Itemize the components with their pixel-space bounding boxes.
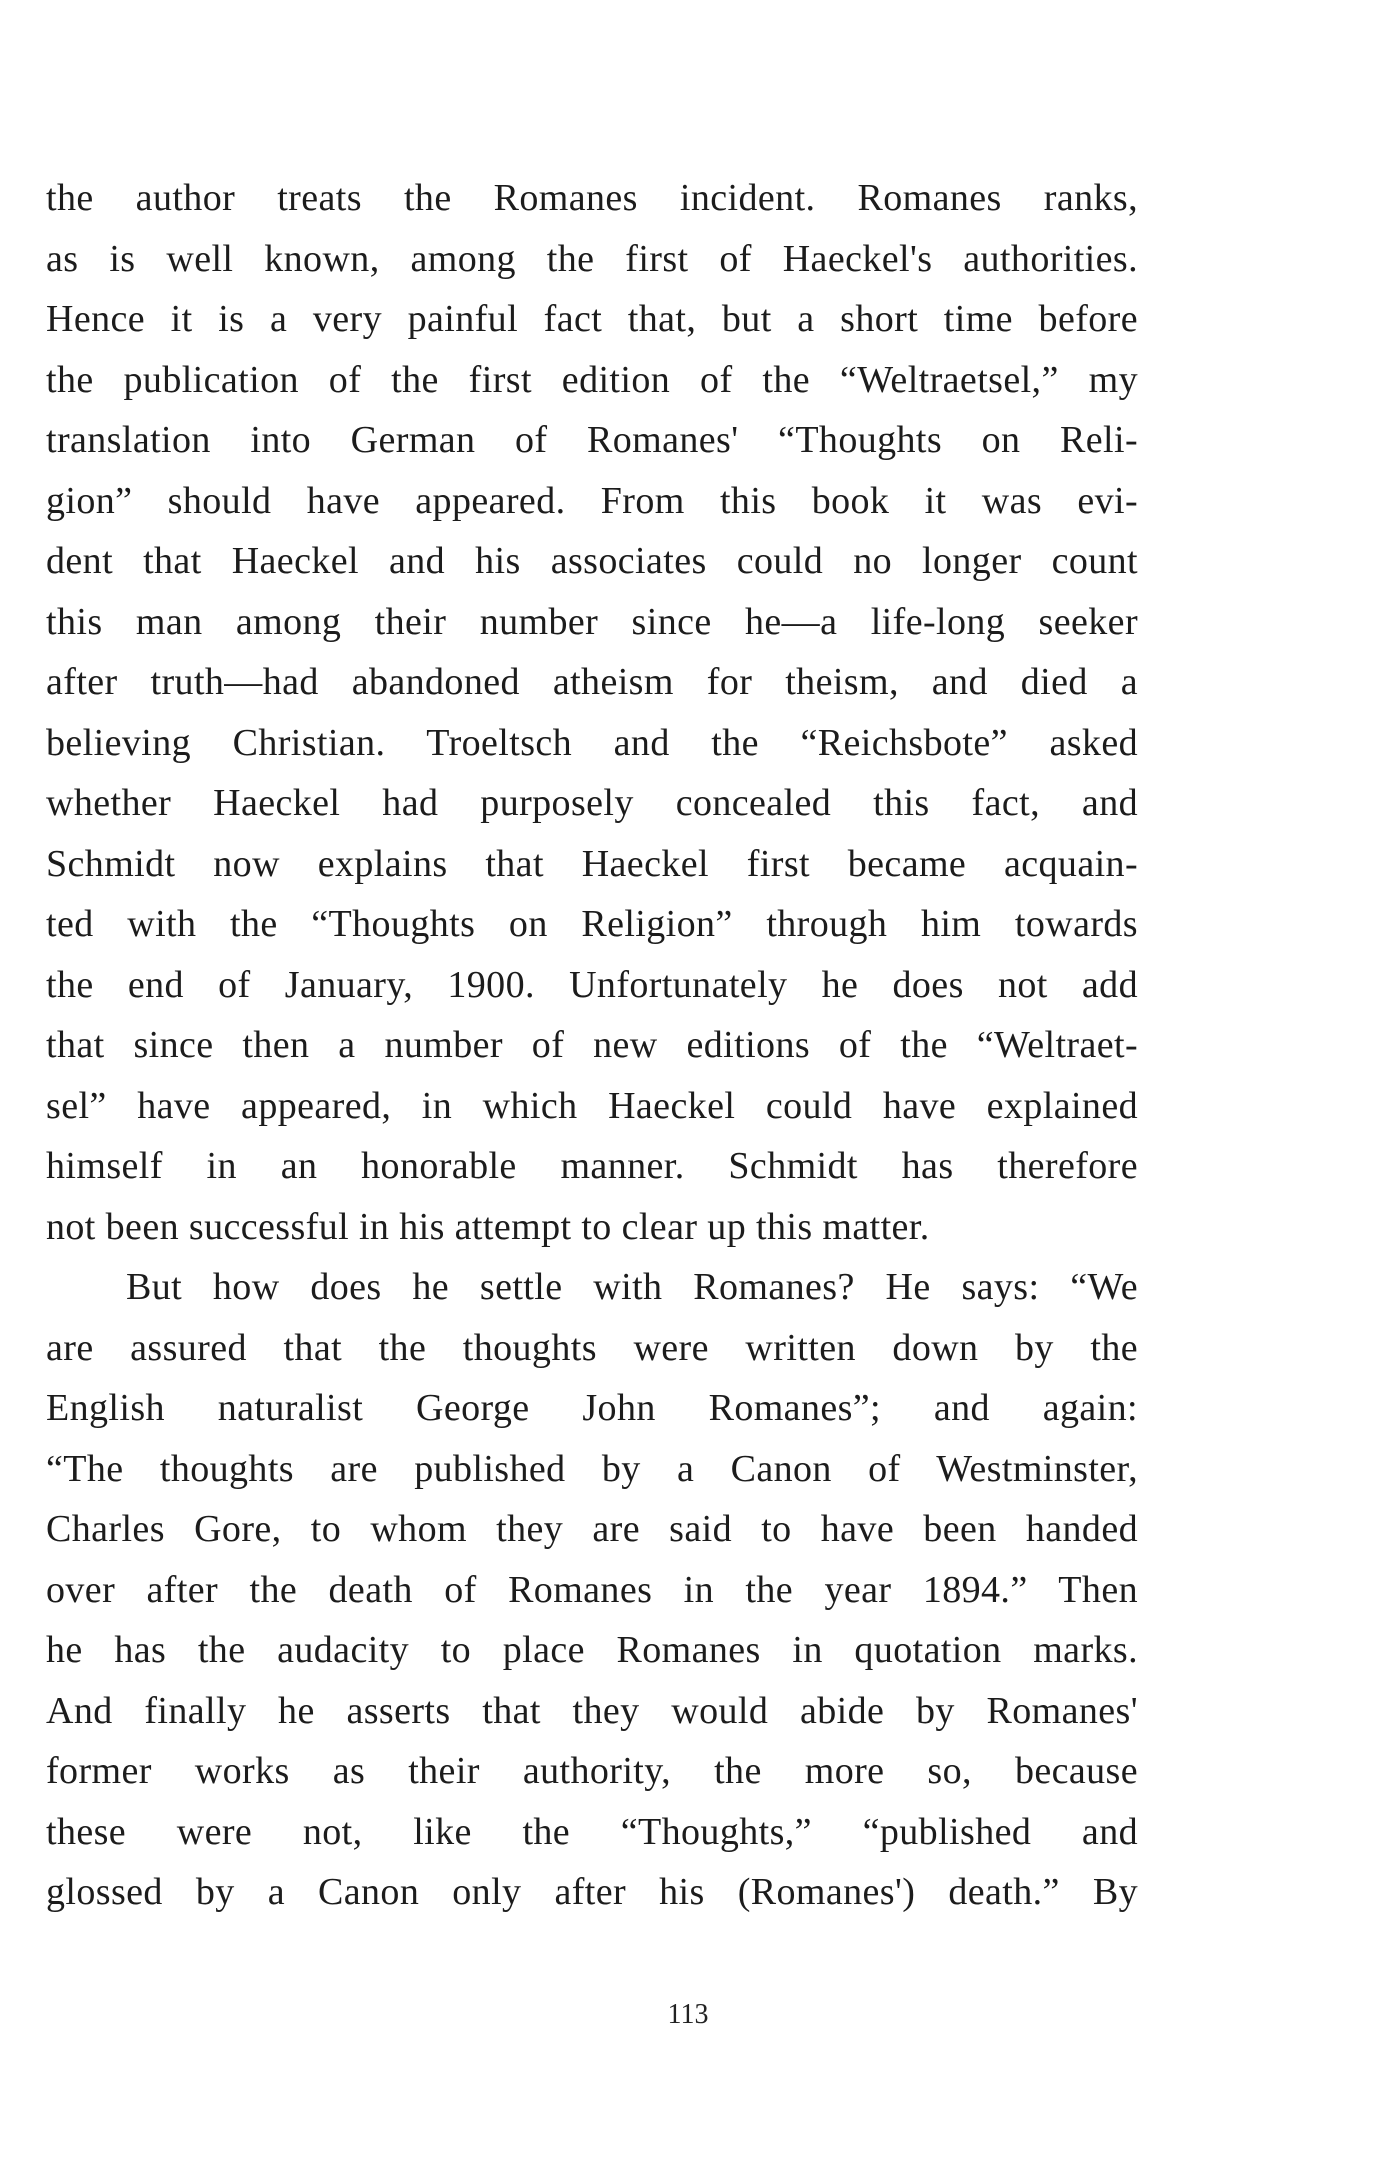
- page-number: 113: [667, 1999, 709, 2030]
- text-line: this man among their number since he—a life-long seeker: [46, 600, 1138, 643]
- text-line: Hence it is a very painful fact that, but a short time before: [46, 298, 1138, 340]
- text-line: are assured that the thoughts were written down by the: [46, 1326, 1138, 1369]
- text-line: former works as their authority, the more so, because: [46, 1750, 1138, 1792]
- text-line: English naturalist George John Romanes”; and again:: [46, 1387, 1138, 1429]
- text-line: gion” should have appeared. From this book it was evi-: [46, 479, 1138, 522]
- text-line: translation into German of Romanes' “Thoughts on Reli-: [46, 419, 1138, 461]
- text-line: Schmidt now explains that Haeckel first became acquain-: [46, 842, 1138, 885]
- text-line-paragraph-start: But how does he settle with Romanes? He says: “We: [126, 1266, 1138, 1308]
- text-line: dent that Haeckel and his associates could no longer count: [46, 540, 1138, 582]
- text-line: the publication of the first edition of the “Weltraetsel,” my: [46, 358, 1138, 401]
- text-line: he has the audacity to place Romanes in quotation marks.: [46, 1629, 1138, 1671]
- text-line: the author treats the Romanes incident. Romanes ranks,: [46, 177, 1138, 219]
- text-line: whether Haeckel had purposely concealed this fact, and: [46, 782, 1138, 824]
- text-line: Charles Gore, to whom they are said to have been handed: [46, 1508, 1138, 1550]
- text-line: after truth—had abandoned atheism for theism, and died a: [46, 661, 1138, 703]
- text-line: these were not, like the “Thoughts,” “published and: [46, 1810, 1138, 1853]
- text-line: “The thoughts are published by a Canon of Westminster,: [46, 1447, 1138, 1490]
- text-line: believing Christian. Troeltsch and the “Reichsbote” asked: [46, 721, 1138, 764]
- text-line: that since then a number of new editions of the “Weltraet-: [46, 1024, 1138, 1066]
- text-line: sel” have appeared, in which Haeckel could have explained: [46, 1084, 1138, 1127]
- text-line: himself in an honorable manner. Schmidt has therefore: [46, 1145, 1138, 1187]
- text-line: And finally he asserts that they would abide by Romanes': [46, 1689, 1138, 1732]
- text-line: not been successful in his attempt to clear up this matter.: [46, 1205, 930, 1248]
- text-line: over after the death of Romanes in the year 1894.” Then: [46, 1568, 1138, 1611]
- text-line: ted with the “Thoughts on Religion” through him towards: [46, 903, 1138, 945]
- text-line: the end of January, 1900. Unfortunately he does not add: [46, 963, 1138, 1006]
- text-line: glossed by a Canon only after his (Romanes') death.” By: [46, 1871, 1138, 1913]
- text-line: as is well known, among the first of Haeckel's authorities.: [46, 237, 1138, 280]
- body-text: [46, 168, 1138, 1923]
